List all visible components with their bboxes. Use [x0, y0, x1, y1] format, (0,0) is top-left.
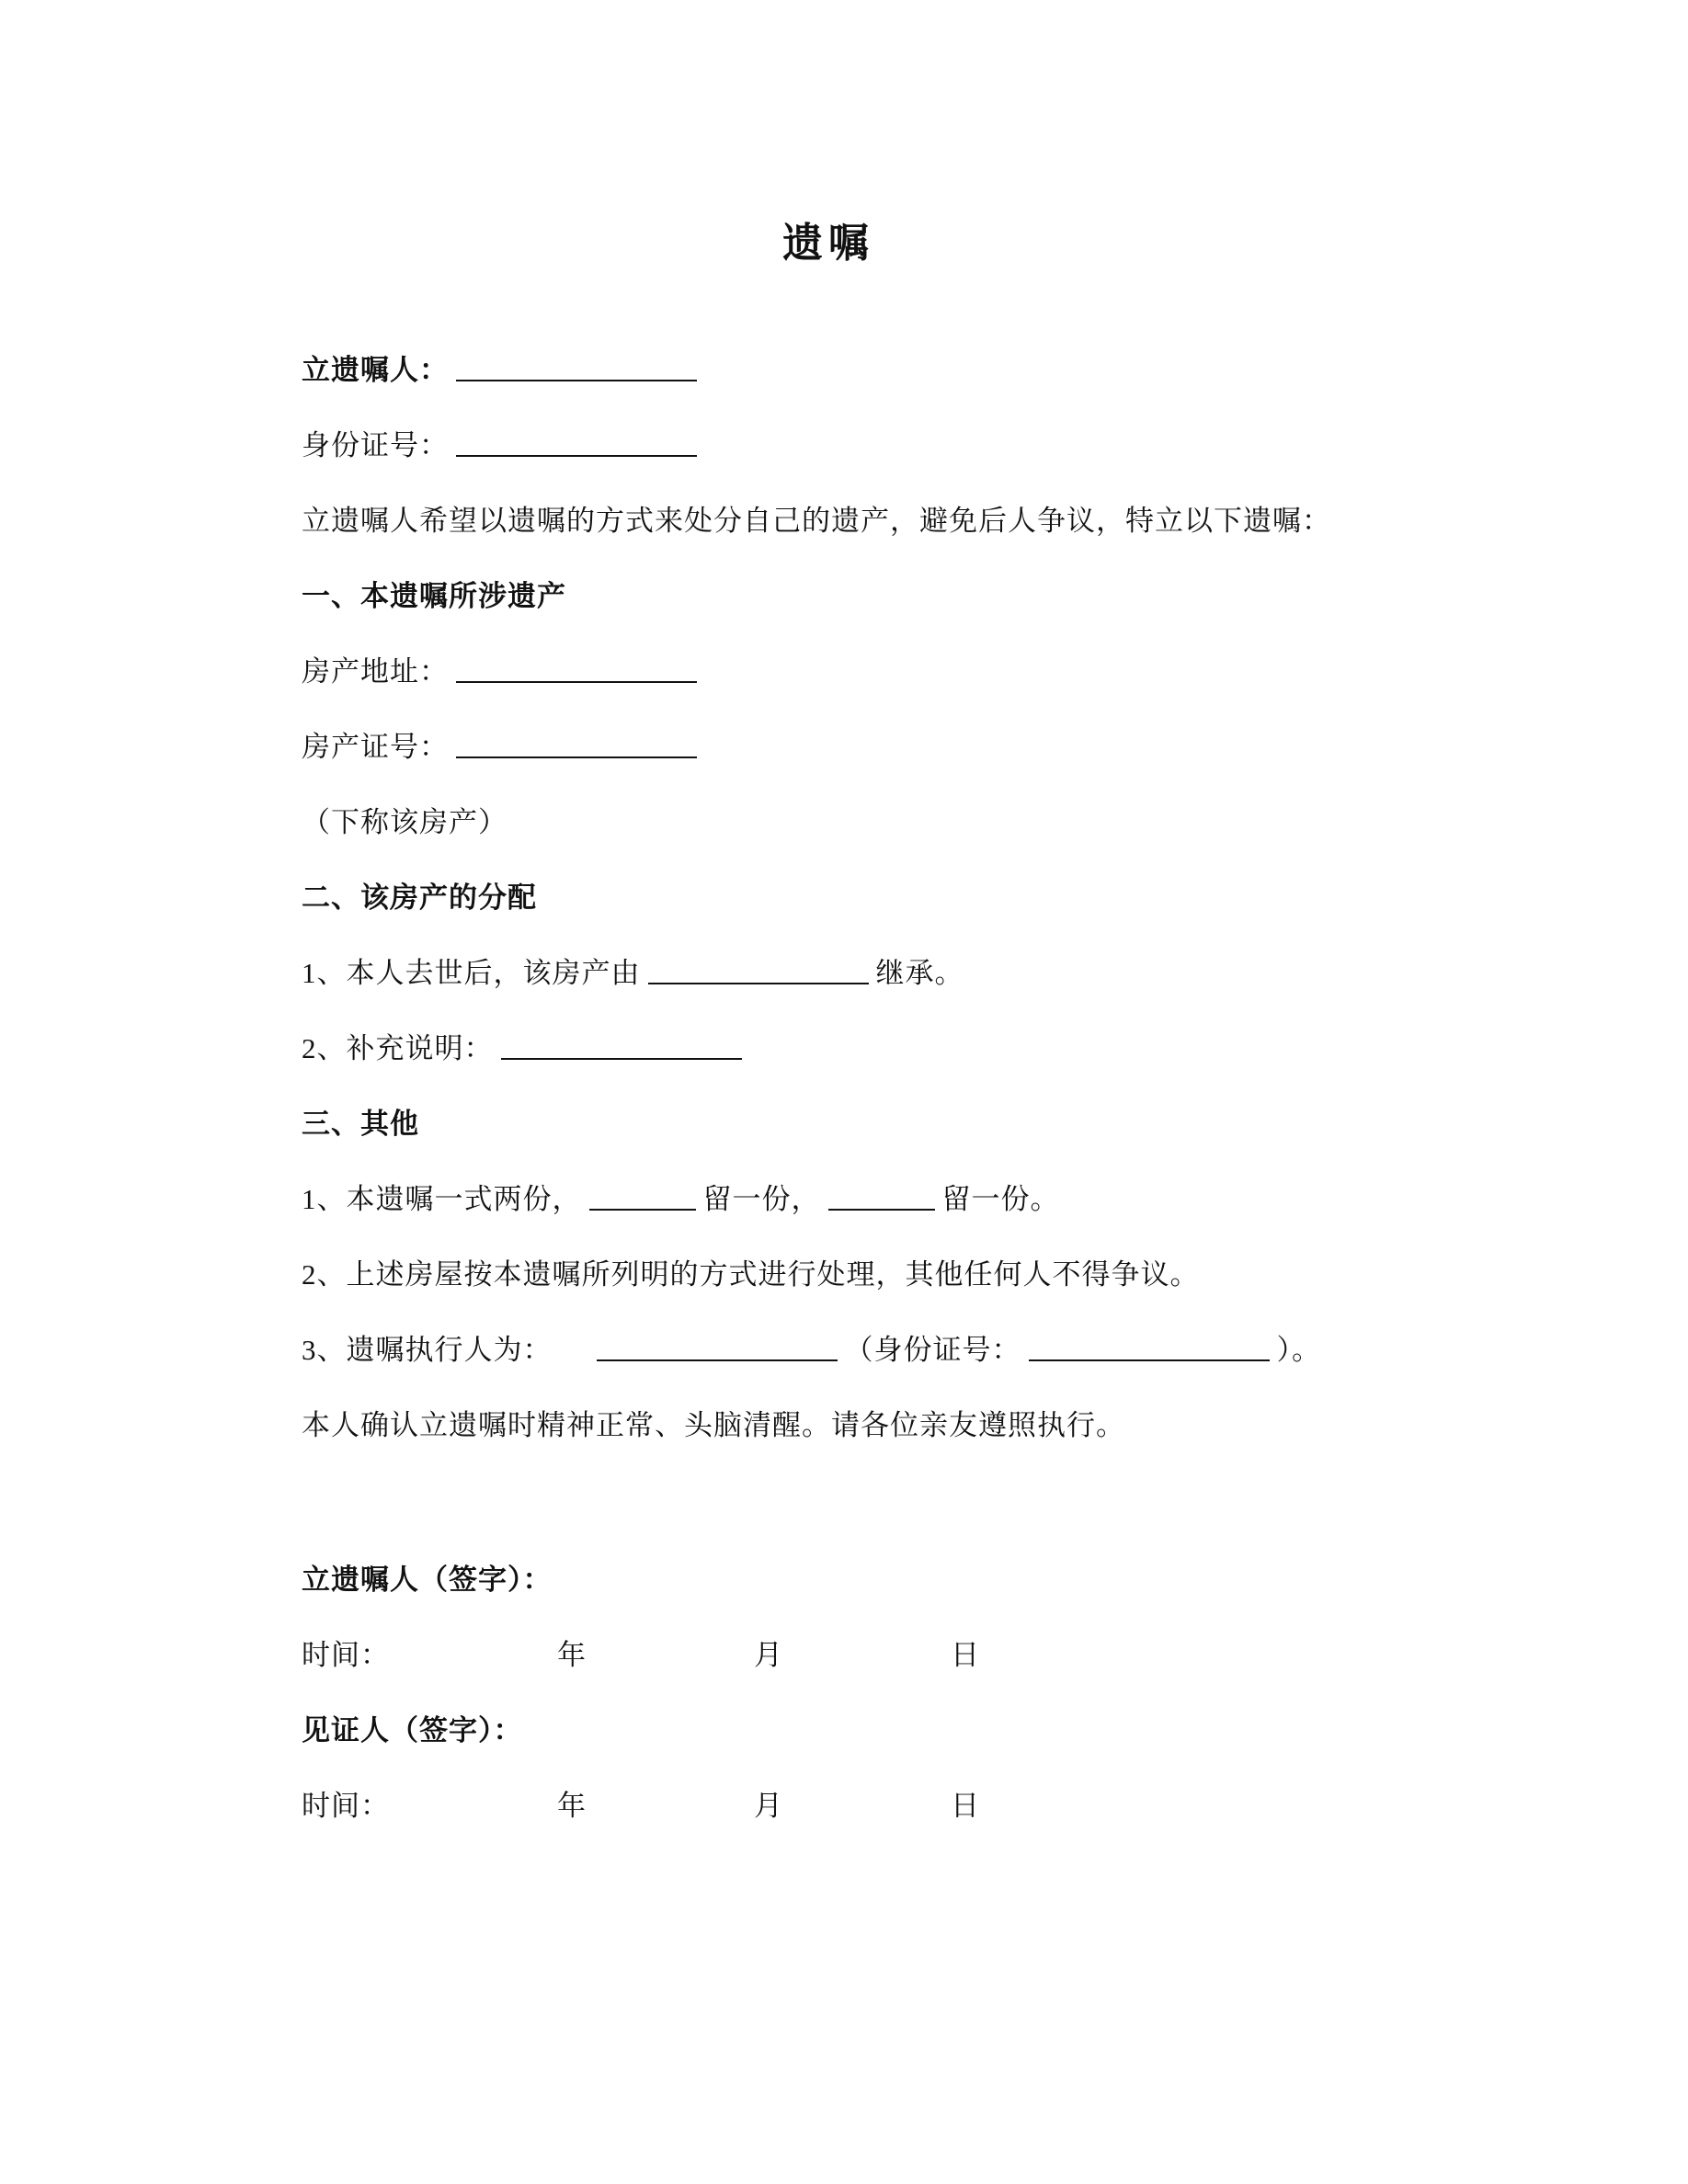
testator-label: 立遗嘱人： — [302, 354, 449, 386]
witness-day-label: 日 — [951, 1790, 980, 1822]
witness-year-label: 年 — [557, 1790, 587, 1822]
copies-text-post: 留一份。 — [941, 1183, 1060, 1215]
testator-signature-line: 立遗嘱人（签字）： — [302, 1564, 553, 1596]
testator-day-label: 日 — [951, 1639, 980, 1671]
testator-blank-line — [456, 353, 697, 381]
copies-blank-line-1 — [589, 1182, 696, 1211]
property-address-label: 房产地址： — [302, 655, 449, 688]
copies-text-pre: 1、本遗嘱一式两份， — [302, 1183, 582, 1215]
testator-time-label: 时间： — [302, 1639, 390, 1671]
supplement-label: 2、补充说明： — [302, 1032, 494, 1064]
section2-heading: 二、该房产的分配 — [302, 882, 537, 914]
witness-date-line — [245, 1778, 1412, 1835]
id-label: 身份证号： — [302, 429, 449, 461]
supplement-blank-line — [501, 1031, 742, 1060]
testator-line — [245, 342, 1412, 399]
property-cert-label: 房产证号： — [302, 731, 449, 763]
id-blank-line — [456, 428, 697, 457]
witness-time-label: 时间： — [302, 1790, 390, 1822]
heir-blank-line — [648, 956, 869, 984]
property-note-line: （下称该房产） — [302, 806, 508, 838]
section3-heading: 三、其他 — [302, 1108, 419, 1140]
document-title: 遗嘱 — [782, 221, 874, 266]
property-cert-blank-line — [456, 730, 697, 758]
witness-signature-line: 见证人（签字）： — [302, 1714, 523, 1746]
confirmation-line: 本人确认立遗嘱时精神正常、头脑清醒。请各位亲友遵照执行。 — [302, 1409, 1125, 1441]
handling-line: 2、上述房屋按本遗嘱所列明的方式进行处理，其他任何人不得争议。 — [302, 1258, 1200, 1291]
property-address-blank-line — [456, 654, 697, 683]
intro-paragraph: 立遗嘱人希望以遗嘱的方式来处分自己的遗产，避免后人争议，特立以下遗嘱： — [302, 505, 1331, 537]
executor-text-mid: （身份证号： — [844, 1334, 1021, 1366]
executor-text-post: ）。 — [1276, 1334, 1321, 1366]
copies-blank-line-2 — [828, 1182, 935, 1211]
id-number-line — [245, 417, 1412, 474]
executor-name-blank-line — [597, 1333, 838, 1361]
section1-heading: 一、本遗嘱所涉遗产 — [302, 580, 566, 612]
executor-id-blank-line — [1029, 1333, 1270, 1361]
inheritance-text-post: 继承。 — [875, 957, 964, 989]
executor-line — [245, 1322, 1412, 1379]
signature-section-spacer — [245, 1473, 1412, 1552]
copies-text-mid: 留一份， — [702, 1183, 821, 1215]
copies-line — [245, 1171, 1412, 1228]
supplement-line — [245, 1020, 1412, 1077]
testator-month-label: 月 — [754, 1639, 783, 1671]
property-cert-line — [245, 719, 1412, 776]
testator-year-label: 年 — [557, 1639, 587, 1671]
inheritance-line — [245, 945, 1412, 1002]
executor-text-pre: 3、遗嘱执行人为： — [302, 1334, 553, 1366]
testator-date-line — [245, 1627, 1412, 1684]
property-address-line — [245, 643, 1412, 700]
inheritance-text-pre: 1、本人去世后，该房产由 — [302, 957, 641, 989]
witness-month-label: 月 — [754, 1790, 783, 1822]
